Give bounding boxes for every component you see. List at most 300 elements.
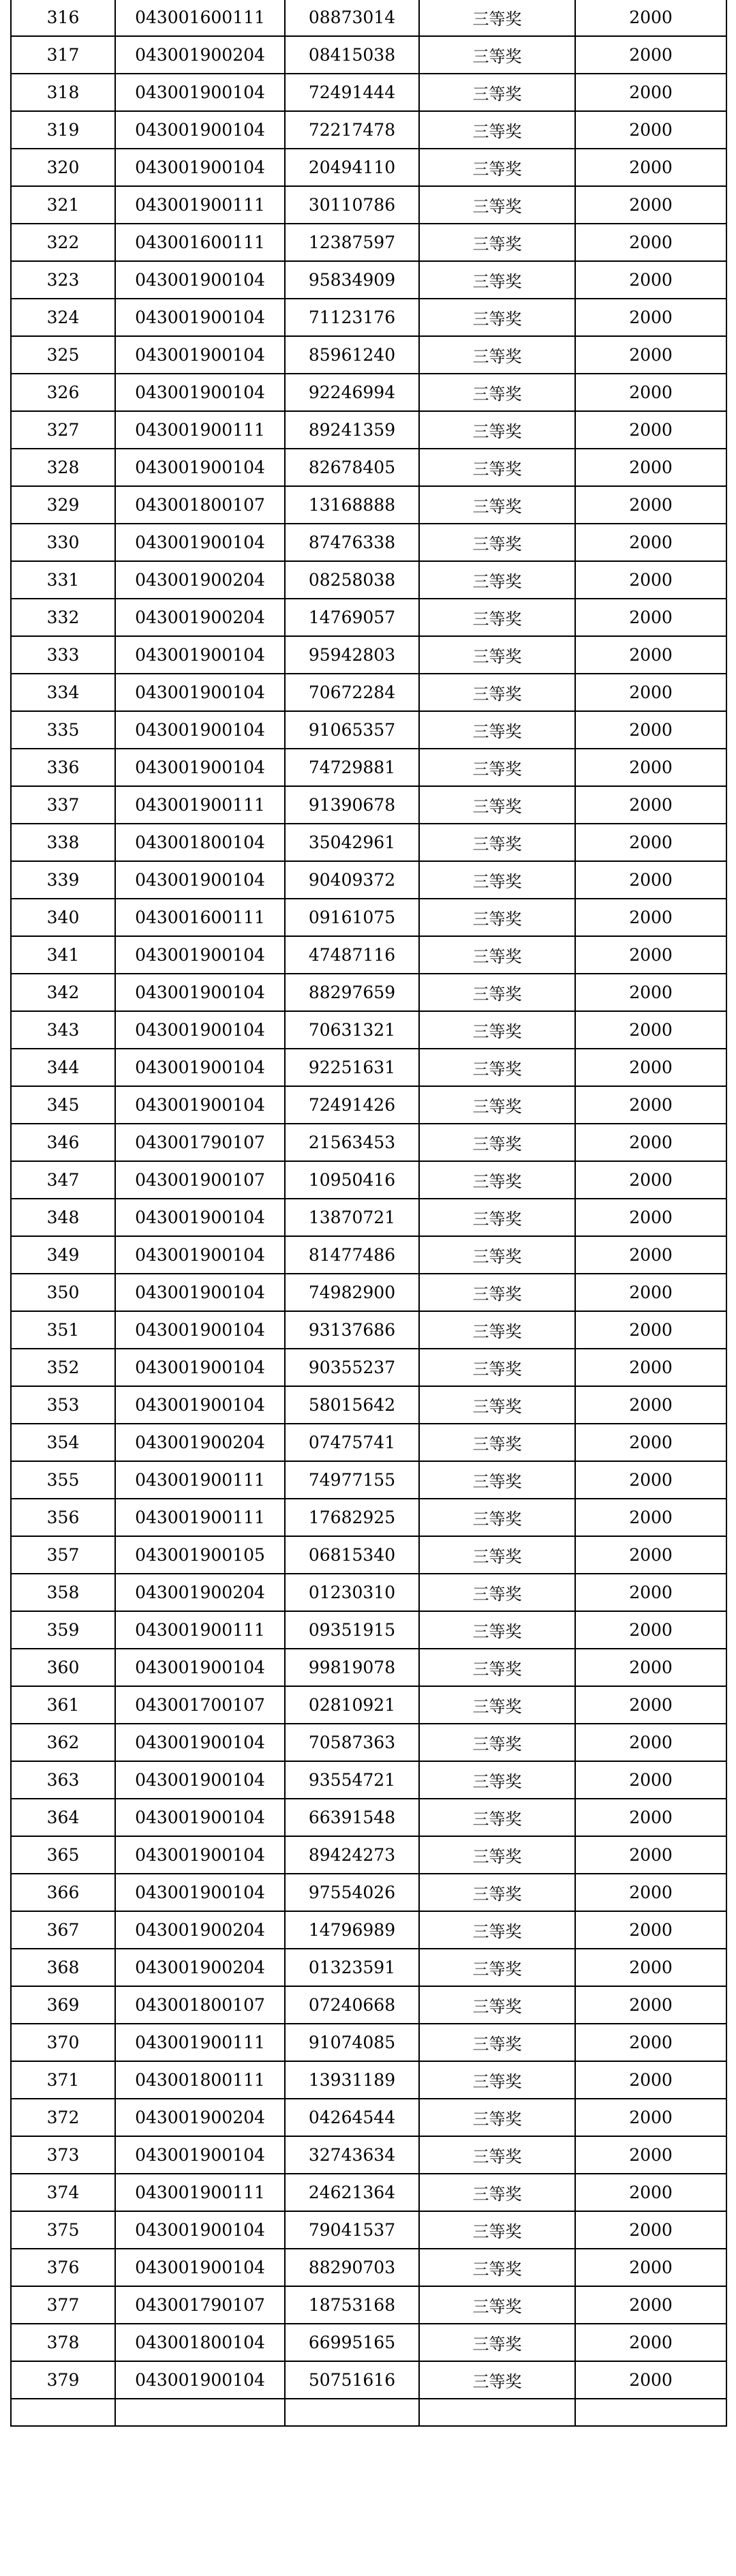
code-cell: 043001900105 <box>115 1536 285 1574</box>
prize-level-cell: 三等奖 <box>419 1124 575 1161</box>
row-number-cell: 374 <box>11 2174 115 2211</box>
table-row <box>11 1349 726 1386</box>
ticket-number-cell: 70672284 <box>285 674 419 711</box>
code-cell: 043001900204 <box>115 561 285 599</box>
ticket-number-cell: 01323591 <box>285 1949 419 1986</box>
row-number-cell: 324 <box>11 299 115 336</box>
prize-amount-cell: 2000 <box>575 2099 726 2136</box>
prize-level-cell: 三等奖 <box>419 1836 575 1874</box>
table-row <box>11 899 726 936</box>
ticket-number-cell: 47487116 <box>285 936 419 974</box>
prize-amount-cell: 2000 <box>575 1461 726 1499</box>
prize-level-cell: 三等奖 <box>419 2211 575 2249</box>
code-cell: 043001900104 <box>115 1724 285 1761</box>
table-row <box>11 1874 726 1911</box>
code-cell: 043001900104 <box>115 1349 285 1386</box>
row-number-cell: 322 <box>11 224 115 261</box>
row-number-cell: 318 <box>11 74 115 111</box>
prize-amount-cell: 2000 <box>575 1761 726 1799</box>
ticket-number-cell: 74729881 <box>285 749 419 786</box>
prize-amount-cell: 2000 <box>575 2324 726 2361</box>
prize-level-cell: 三等奖 <box>419 861 575 899</box>
prize-level-cell: 三等奖 <box>419 449 575 486</box>
prize-amount-cell: 2000 <box>575 2249 726 2286</box>
row-number-cell: 362 <box>11 1724 115 1761</box>
table-row <box>11 224 726 261</box>
code-cell: 043001900104 <box>115 861 285 899</box>
prize-amount-cell: 2000 <box>575 149 726 186</box>
row-number-cell: 325 <box>11 336 115 374</box>
prize-level-cell: 三等奖 <box>419 1874 575 1911</box>
prize-level-cell: 三等奖 <box>419 1949 575 1986</box>
prize-amount-cell: 2000 <box>575 824 726 861</box>
prize-level-cell: 三等奖 <box>419 224 575 261</box>
ticket-number-cell: 82678405 <box>285 449 419 486</box>
table-row <box>11 1536 726 1574</box>
ticket-number-cell: 70631321 <box>285 1011 419 1049</box>
prize-level-cell: 三等奖 <box>419 1311 575 1349</box>
prize-level-cell: 三等奖 <box>419 1686 575 1724</box>
prize-level-cell: 三等奖 <box>419 1499 575 1536</box>
prize-level-cell: 三等奖 <box>419 74 575 111</box>
ticket-number-cell: 07240668 <box>285 1986 419 2024</box>
prize-amount-cell: 2000 <box>575 374 726 411</box>
prize-amount-cell: 2000 <box>575 936 726 974</box>
prize-level-cell: 三等奖 <box>419 2249 575 2286</box>
table-row <box>11 299 726 336</box>
prize-amount-cell: 2000 <box>575 561 726 599</box>
prize-amount-cell: 2000 <box>575 2024 726 2061</box>
code-cell: 043001900111 <box>115 2174 285 2211</box>
table-row <box>11 2174 726 2211</box>
ticket-number-cell: 71123176 <box>285 299 419 336</box>
code-cell: 043001900111 <box>115 1499 285 1536</box>
prize-amount-cell: 2000 <box>575 2174 726 2211</box>
prize-level-cell: 三等奖 <box>419 0 575 36</box>
prize-amount-cell: 2000 <box>575 2211 726 2249</box>
table-row <box>11 486 726 524</box>
prize-amount-cell: 2000 <box>575 1949 726 1986</box>
row-number-cell: 343 <box>11 1011 115 1049</box>
table-row <box>11 2286 726 2324</box>
table-row <box>11 1011 726 1049</box>
prize-level-cell: 三等奖 <box>419 824 575 861</box>
prize-level-cell: 三等奖 <box>419 711 575 749</box>
code-cell: 043001900104 <box>115 636 285 674</box>
row-number-cell: 319 <box>11 111 115 149</box>
prize-amount-cell: 2000 <box>575 674 726 711</box>
row-number-cell: 369 <box>11 1986 115 2024</box>
table-row <box>11 0 726 36</box>
ticket-number-cell: 20494110 <box>285 149 419 186</box>
table-row <box>11 1161 726 1199</box>
ticket-number-cell: 01230310 <box>285 1574 419 1611</box>
prize-amount-cell: 2000 <box>575 1799 726 1836</box>
code-cell: 043001900204 <box>115 1949 285 1986</box>
prize-amount-cell: 2000 <box>575 1049 726 1086</box>
prize-amount-cell: 2000 <box>575 449 726 486</box>
table-row <box>11 1574 726 1611</box>
row-number-cell: 334 <box>11 674 115 711</box>
ticket-number-cell: 93137686 <box>285 1311 419 1349</box>
code-cell: 043001900104 <box>115 1649 285 1686</box>
prize-amount-cell: 2000 <box>575 1611 726 1649</box>
prize-amount-cell: 2000 <box>575 186 726 224</box>
ticket-number-cell: 06815340 <box>285 1536 419 1574</box>
prize-level-cell: 三等奖 <box>419 2174 575 2211</box>
table-row <box>11 1761 726 1799</box>
table-row <box>11 1461 726 1499</box>
prize-level-cell: 三等奖 <box>419 149 575 186</box>
prize-level-cell: 三等奖 <box>419 1049 575 1086</box>
table-row <box>11 1499 726 1536</box>
prize-amount-cell: 2000 <box>575 261 726 299</box>
ticket-number-cell: 07475741 <box>285 1424 419 1461</box>
ticket-number-cell: 02810921 <box>285 1686 419 1724</box>
code-cell: 043001900104 <box>115 749 285 786</box>
prize-level-cell: 三等奖 <box>419 1611 575 1649</box>
table-row <box>11 1836 726 1874</box>
code-cell: 043001600111 <box>115 0 285 36</box>
prize-level-cell: 三等奖 <box>419 2361 575 2399</box>
table-row <box>11 749 726 786</box>
prize-amount-cell: 2000 <box>575 111 726 149</box>
ticket-number-cell: 14769057 <box>285 599 419 636</box>
ticket-number-cell: 81477486 <box>285 1236 419 1274</box>
row-number-cell: 359 <box>11 1611 115 1649</box>
prize-amount-cell: 2000 <box>575 1311 726 1349</box>
prize-level-cell: 三等奖 <box>419 1199 575 1236</box>
code-cell: 043001800104 <box>115 824 285 861</box>
ticket-number-cell: 90355237 <box>285 1349 419 1386</box>
ticket-number-cell: 93554721 <box>285 1761 419 1799</box>
code-cell: 043001900104 <box>115 74 285 111</box>
prize-amount-cell: 2000 <box>575 1499 726 1536</box>
prize-level-cell: 三等奖 <box>419 1911 575 1949</box>
row-number-cell: 350 <box>11 1274 115 1311</box>
ticket-number-cell: 99819078 <box>285 1649 419 1686</box>
row-number-cell: 347 <box>11 1161 115 1199</box>
table-row <box>11 2024 726 2061</box>
code-cell: 043001800107 <box>115 486 285 524</box>
prize-amount-cell: 2000 <box>575 1349 726 1386</box>
row-number-cell: 329 <box>11 486 115 524</box>
ticket-number-cell: 91065357 <box>285 711 419 749</box>
code-cell: 043001900104 <box>115 1836 285 1874</box>
table-row <box>11 524 726 561</box>
ticket-number-cell: 72217478 <box>285 111 419 149</box>
ticket-number-cell: 91074085 <box>285 2024 419 2061</box>
code-cell: 043001790107 <box>115 1124 285 1161</box>
code-cell: 043001900104 <box>115 2211 285 2249</box>
code-cell: 043001900104 <box>115 1011 285 1049</box>
table-row <box>11 336 726 374</box>
code-cell: 043001600111 <box>115 224 285 261</box>
table-row <box>11 2211 726 2249</box>
code-cell: 043001900104 <box>115 1049 285 1086</box>
code-cell: 043001900204 <box>115 1574 285 1611</box>
row-number-cell: 363 <box>11 1761 115 1799</box>
code-cell: 043001900104 <box>115 1311 285 1349</box>
prize-amount-cell: 2000 <box>575 974 726 1011</box>
prize-level-cell: 三等奖 <box>419 974 575 1011</box>
table-row <box>11 1799 726 1836</box>
table-row <box>11 786 726 824</box>
prize-level-cell: 三等奖 <box>419 1649 575 1686</box>
prize-amount-cell: 2000 <box>575 36 726 74</box>
code-cell: 043001900111 <box>115 1611 285 1649</box>
prize-list-table <box>10 0 727 2427</box>
row-number-cell: 328 <box>11 449 115 486</box>
prize-level-cell: 三等奖 <box>419 486 575 524</box>
prize-amount-cell: 2000 <box>575 749 726 786</box>
ticket-number-cell: 88290703 <box>285 2249 419 2286</box>
table-row <box>11 1124 726 1161</box>
row-number-cell: 367 <box>11 1911 115 1949</box>
prize-level-cell: 三等奖 <box>419 1761 575 1799</box>
row-number-cell: 338 <box>11 824 115 861</box>
ticket-number-cell: 09161075 <box>285 899 419 936</box>
table-row <box>11 2136 726 2174</box>
row-number-cell: 316 <box>11 0 115 36</box>
prize-level-cell: 三等奖 <box>419 899 575 936</box>
table-row <box>11 936 726 974</box>
table-row <box>11 1949 726 1986</box>
table-row <box>11 1199 726 1236</box>
code-cell: 043001900104 <box>115 1799 285 1836</box>
prize-level-cell: 三等奖 <box>419 2324 575 2361</box>
code-cell: 043001900104 <box>115 2249 285 2286</box>
prize-amount-cell: 2000 <box>575 2061 726 2099</box>
table-row <box>11 1386 726 1424</box>
cell-partial <box>285 2399 419 2426</box>
row-number-cell: 327 <box>11 411 115 449</box>
code-cell: 043001900104 <box>115 936 285 974</box>
table-row <box>11 711 726 749</box>
ticket-number-cell: 13931189 <box>285 2061 419 2099</box>
code-cell: 043001900107 <box>115 1161 285 1199</box>
prize-level-cell: 三等奖 <box>419 36 575 74</box>
row-number-cell: 370 <box>11 2024 115 2061</box>
prize-level-cell: 三等奖 <box>419 636 575 674</box>
table-row <box>11 1236 726 1274</box>
ticket-number-cell: 18753168 <box>285 2286 419 2324</box>
prize-level-cell: 三等奖 <box>419 786 575 824</box>
code-cell: 043001900104 <box>115 149 285 186</box>
ticket-number-cell: 74982900 <box>285 1274 419 1311</box>
ticket-number-cell: 91390678 <box>285 786 419 824</box>
table-row <box>11 411 726 449</box>
row-number-cell: 360 <box>11 1649 115 1686</box>
row-number-cell: 331 <box>11 561 115 599</box>
code-cell: 043001900104 <box>115 1386 285 1424</box>
ticket-number-cell: 89424273 <box>285 1836 419 1874</box>
code-cell: 043001900111 <box>115 786 285 824</box>
prize-amount-cell: 2000 <box>575 486 726 524</box>
table-row <box>11 599 726 636</box>
code-cell: 043001900104 <box>115 1761 285 1799</box>
code-cell: 043001900204 <box>115 2099 285 2136</box>
code-cell: 043001900104 <box>115 111 285 149</box>
prize-level-cell: 三等奖 <box>419 1986 575 2024</box>
ticket-number-cell: 72491426 <box>285 1086 419 1124</box>
prize-amount-cell: 2000 <box>575 1161 726 1199</box>
code-cell: 043001900104 <box>115 2361 285 2399</box>
row-number-cell: 351 <box>11 1311 115 1349</box>
table-row <box>11 449 726 486</box>
prize-level-cell: 三等奖 <box>419 2286 575 2324</box>
row-number-cell: 330 <box>11 524 115 561</box>
row-number-cell: 358 <box>11 1574 115 1611</box>
prize-amount-cell: 2000 <box>575 2286 726 2324</box>
code-cell: 043001790107 <box>115 2286 285 2324</box>
code-cell: 043001600111 <box>115 899 285 936</box>
row-number-cell: 353 <box>11 1386 115 1424</box>
prize-level-cell: 三等奖 <box>419 2136 575 2174</box>
row-number-cell: 373 <box>11 2136 115 2174</box>
prize-level-cell: 三等奖 <box>419 1536 575 1574</box>
code-cell: 043001900104 <box>115 1086 285 1124</box>
prize-amount-cell: 2000 <box>575 1424 726 1461</box>
row-number-cell: 378 <box>11 2324 115 2361</box>
prize-amount-cell: 2000 <box>575 599 726 636</box>
ticket-number-cell: 74977155 <box>285 1461 419 1499</box>
prize-amount-cell: 2000 <box>575 711 726 749</box>
ticket-number-cell: 30110786 <box>285 186 419 224</box>
prize-amount-cell: 2000 <box>575 1236 726 1274</box>
prize-level-cell: 三等奖 <box>419 561 575 599</box>
row-number-cell: 336 <box>11 749 115 786</box>
ticket-number-cell: 92246994 <box>285 374 419 411</box>
prize-amount-cell: 2000 <box>575 1386 726 1424</box>
ticket-number-cell: 95834909 <box>285 261 419 299</box>
row-number-cell: 361 <box>11 1686 115 1724</box>
prize-amount-cell: 2000 <box>575 1574 726 1611</box>
prize-level-cell: 三等奖 <box>419 1799 575 1836</box>
prize-amount-cell: 2000 <box>575 1911 726 1949</box>
prize-level-cell: 三等奖 <box>419 1461 575 1499</box>
row-number-cell: 340 <box>11 899 115 936</box>
ticket-number-cell: 89241359 <box>285 411 419 449</box>
ticket-number-cell: 12387597 <box>285 224 419 261</box>
table-row <box>11 2324 726 2361</box>
cell-partial <box>575 2399 726 2426</box>
ticket-number-cell: 92251631 <box>285 1049 419 1086</box>
prize-level-cell: 三等奖 <box>419 936 575 974</box>
ticket-number-cell: 21563453 <box>285 1124 419 1161</box>
code-cell: 043001800104 <box>115 2324 285 2361</box>
prize-amount-cell: 2000 <box>575 1686 726 1724</box>
row-number-cell: 371 <box>11 2061 115 2099</box>
row-number-cell: 326 <box>11 374 115 411</box>
ticket-number-cell: 66995165 <box>285 2324 419 2361</box>
row-number-cell: 355 <box>11 1461 115 1499</box>
table-row <box>11 1911 726 1949</box>
table-row <box>11 561 726 599</box>
prize-amount-cell: 2000 <box>575 524 726 561</box>
prize-amount-cell: 2000 <box>575 899 726 936</box>
row-number-cell: 341 <box>11 936 115 974</box>
ticket-number-cell: 13168888 <box>285 486 419 524</box>
prize-amount-cell: 2000 <box>575 1274 726 1311</box>
row-number-cell: 344 <box>11 1049 115 1086</box>
prize-amount-cell: 2000 <box>575 299 726 336</box>
table-row <box>11 1611 726 1649</box>
prize-amount-cell: 2000 <box>575 1199 726 1236</box>
prize-level-cell: 三等奖 <box>419 1574 575 1611</box>
ticket-number-cell: 87476338 <box>285 524 419 561</box>
row-number-cell: 321 <box>11 186 115 224</box>
prize-level-cell: 三等奖 <box>419 1424 575 1461</box>
code-cell: 043001900104 <box>115 449 285 486</box>
prize-level-cell: 三等奖 <box>419 1274 575 1311</box>
ticket-number-cell: 70587363 <box>285 1724 419 1761</box>
prize-level-cell: 三等奖 <box>419 1086 575 1124</box>
code-cell: 043001900104 <box>115 674 285 711</box>
prize-amount-cell: 2000 <box>575 636 726 674</box>
table-row <box>11 1086 726 1124</box>
table-row <box>11 824 726 861</box>
prize-level-cell: 三等奖 <box>419 524 575 561</box>
row-number-cell: 320 <box>11 149 115 186</box>
table-row <box>11 1986 726 2024</box>
ticket-number-cell: 08258038 <box>285 561 419 599</box>
code-cell: 043001900104 <box>115 374 285 411</box>
ticket-number-cell: 24621364 <box>285 2174 419 2211</box>
row-number-cell: 346 <box>11 1124 115 1161</box>
table-row <box>11 1049 726 1086</box>
row-number-cell: 342 <box>11 974 115 1011</box>
row-number-cell: 333 <box>11 636 115 674</box>
prize-amount-cell: 2000 <box>575 224 726 261</box>
prize-level-cell: 三等奖 <box>419 336 575 374</box>
row-number-cell: 379 <box>11 2361 115 2399</box>
row-number-cell: 335 <box>11 711 115 749</box>
table-row <box>11 1724 726 1761</box>
ticket-number-cell: 66391548 <box>285 1799 419 1836</box>
row-number-cell: 337 <box>11 786 115 824</box>
prize-level-cell: 三等奖 <box>419 186 575 224</box>
prize-level-cell: 三等奖 <box>419 1349 575 1386</box>
ticket-number-cell: 32743634 <box>285 2136 419 2174</box>
table-row <box>11 974 726 1011</box>
code-cell: 043001900111 <box>115 411 285 449</box>
prize-level-cell: 三等奖 <box>419 599 575 636</box>
prize-level-cell: 三等奖 <box>419 2099 575 2136</box>
prize-amount-cell: 2000 <box>575 1986 726 2024</box>
ticket-number-cell: 08415038 <box>285 36 419 74</box>
table-row-partial <box>11 2399 726 2426</box>
table-row <box>11 261 726 299</box>
code-cell: 043001900104 <box>115 974 285 1011</box>
row-number-cell: 364 <box>11 1799 115 1836</box>
table-row <box>11 1686 726 1724</box>
prize-amount-cell: 2000 <box>575 1724 726 1761</box>
prize-amount-cell: 2000 <box>575 1086 726 1124</box>
row-number-cell: 349 <box>11 1236 115 1274</box>
prize-amount-cell: 2000 <box>575 2136 726 2174</box>
code-cell: 043001900104 <box>115 299 285 336</box>
row-number-cell: 372 <box>11 2099 115 2136</box>
row-number-cell: 366 <box>11 1874 115 1911</box>
prize-level-cell: 三等奖 <box>419 2061 575 2099</box>
code-cell: 043001900104 <box>115 1199 285 1236</box>
code-cell: 043001700107 <box>115 1686 285 1724</box>
prize-level-cell: 三等奖 <box>419 749 575 786</box>
row-number-cell: 323 <box>11 261 115 299</box>
ticket-number-cell: 09351915 <box>285 1611 419 1649</box>
code-cell: 043001900104 <box>115 261 285 299</box>
